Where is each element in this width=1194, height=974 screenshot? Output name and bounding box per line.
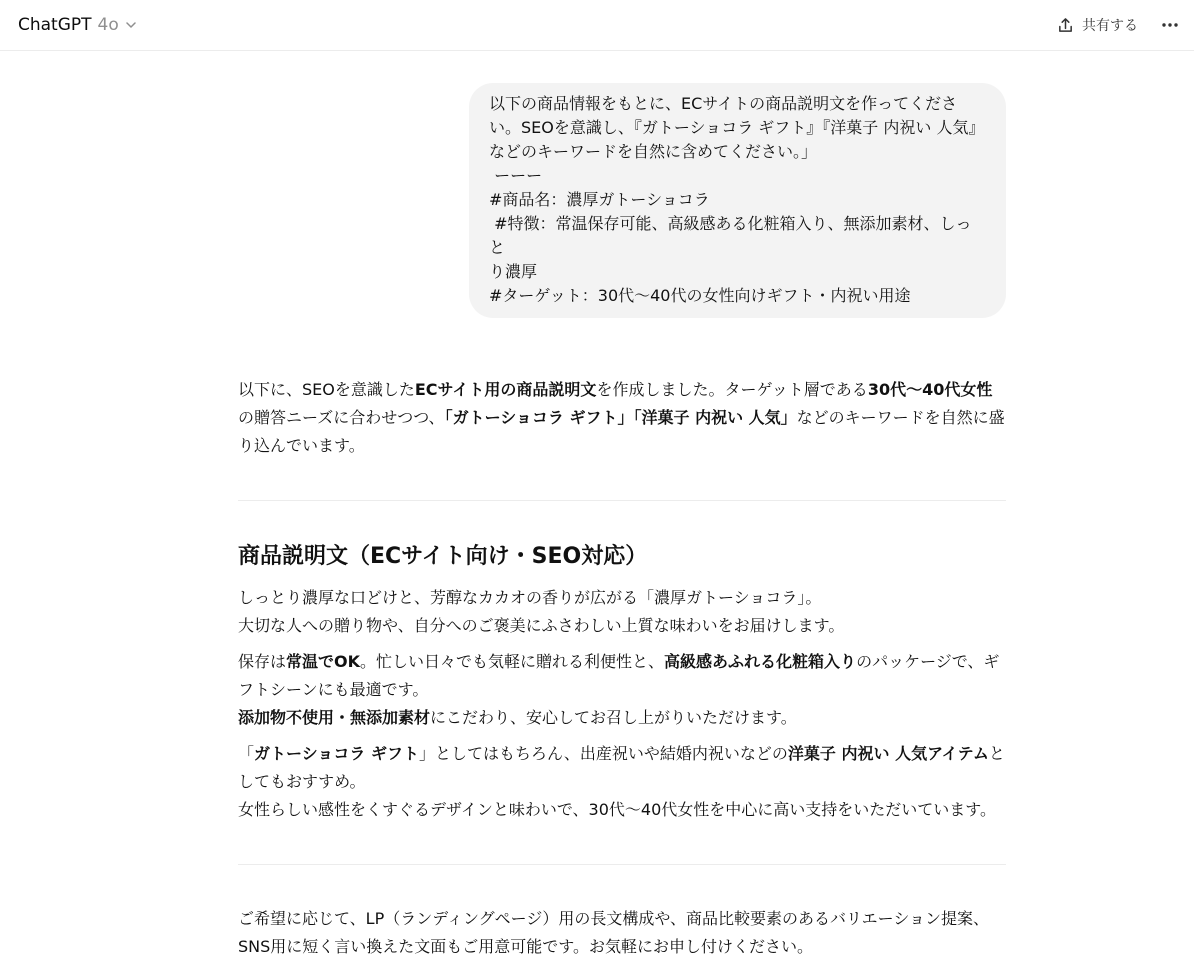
user-message-line: などのキーワードを自然に含めてください。」: [489, 142, 818, 161]
app-name: ChatGPT: [18, 15, 92, 35]
description-paragraph-3: 「ガトーショコラ ギフト」としてはもちろん、出産祝いや結婚内祝いなどの洋菓子 内祝い 人気アイテムとしてもおすすめ。 女性らしい感性をくすぐるデザインと味わいで、30代〜40代女性を中心に高い支持をいただいています。: [238, 744, 1005, 819]
assistant-message: [238, 376, 1006, 961]
divider: [238, 500, 1006, 501]
assistant-intro: 以下に、SEOを意識したECサイト用の商品説明文を作成しました。ターゲット層である30代〜40代女性の贈答ニーズに合わせつつ、「ガトーショコラ ギフト」「洋菓子 内祝い 人気」などのキーワードを自然に盛り込んでいます。: [238, 380, 1005, 455]
user-message-line: い。SEOを意識し、『ガトーショコラ ギフト』『洋菓子 内祝い 人気』: [489, 118, 985, 137]
share-button[interactable]: [1057, 15, 1138, 35]
description-paragraph-2: 保存は常温でOK。忙しい日々でも気軽に贈れる利便性と、高級感あふれる化粧箱入りのパッケージで、ギフトシーンにも最適です。 添加物不使用・無添加素材にこだわり、安心してお召し上がりいただけます。: [238, 652, 1000, 727]
model-switcher[interactable]: [18, 15, 137, 35]
user-message-line: ーーー: [489, 166, 543, 185]
more-icon: [1161, 22, 1179, 28]
user-message-line: #商品名：濃厚ガトーショコラ: [489, 190, 710, 209]
user-message-line: #特徴：常温保存可能、高級感ある化粧箱入り、無添加素材、しっと: [489, 214, 972, 257]
description-paragraph-1: しっとり濃厚な口どけと、芳醇なカカオの香りが広がる「濃厚ガトーショコラ」。 大切な人への贈り物や、自分へのご褒美にふさわしい上質な味わいをお届けします。: [238, 588, 845, 635]
user-message-line: り濃厚: [489, 262, 538, 281]
top-bar: [0, 0, 1194, 51]
divider: [238, 864, 1006, 865]
section-heading: 商品説明文（ECサイト向け・SEO対応）: [238, 544, 648, 569]
user-message-line: #ターゲット：30代〜40代の女性向けギフト・内祝い用途: [489, 286, 911, 305]
more-options-button[interactable]: [1160, 15, 1180, 35]
share-label: 共有する: [1082, 18, 1138, 34]
chevron-down-icon: [125, 19, 137, 31]
closing-paragraph: ご希望に応じて、LP（ランディングページ）用の長文構成や、商品比較要素のあるバリエーション提案、 SNS用に短く言い換えた文面もご用意可能です。お気軽にお申し付けください。: [238, 909, 990, 956]
share-icon: [1057, 17, 1074, 34]
user-message-bubble: [469, 83, 1006, 318]
model-name: 4o: [97, 15, 119, 35]
user-message-line: 以下の商品情報をもとに、ECサイトの商品説明文を作ってくださ: [489, 94, 958, 113]
